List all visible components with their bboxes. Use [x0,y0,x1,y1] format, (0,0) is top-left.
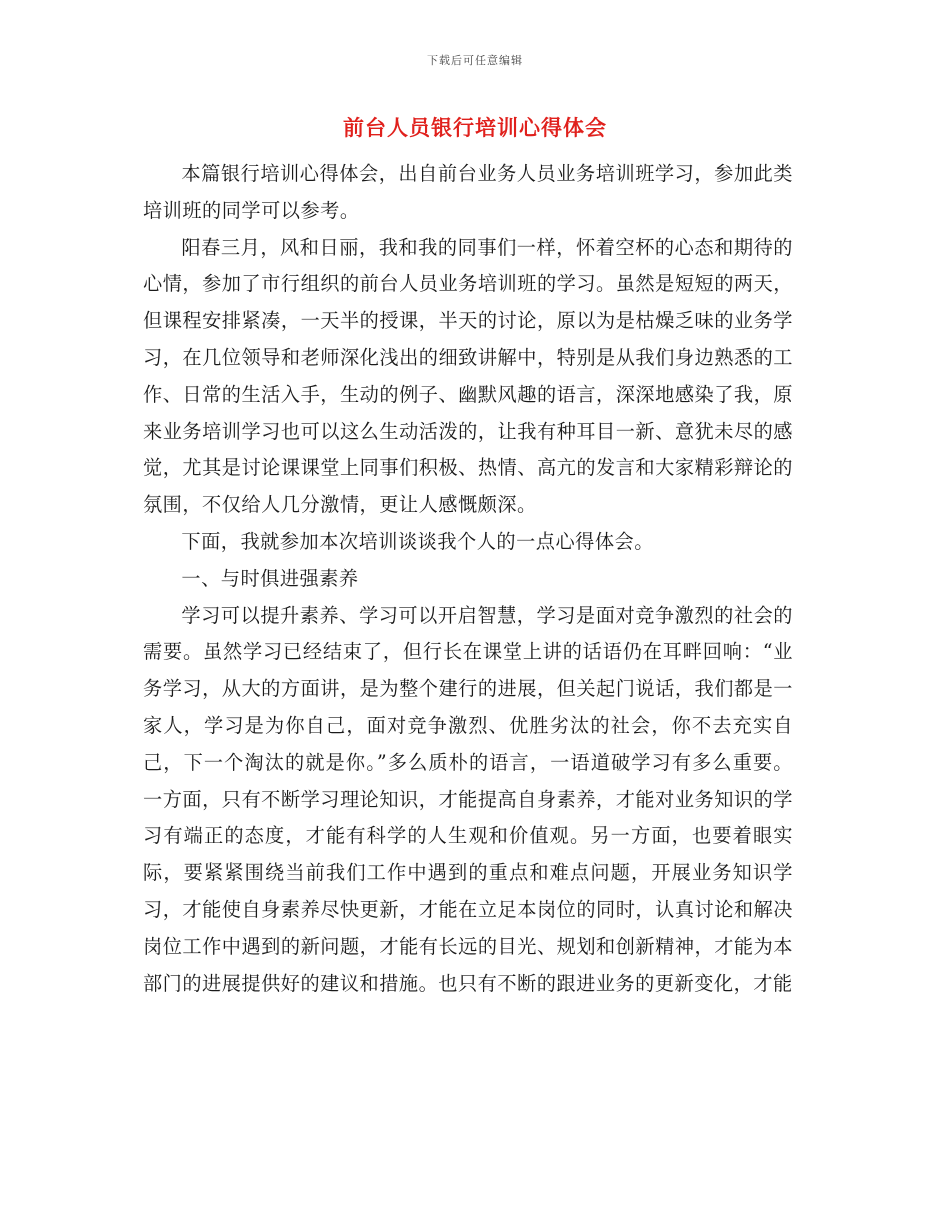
page-header: 下载后可任意编辑 [427,54,523,67]
document-title: 前台人员银行培训心得体会 [343,115,607,140]
paragraph-transition: 下面，我就参加本次培训谈谈我个人的一点心得体会。 [181,529,654,553]
paragraph-learning: 学习可以提升素养、学习可以开启智慧，学习是面对竞争激烈的社会的需要。虽然学习已经结束了，但行长在课堂上讲的话语仍在耳畔回响：“业务学习，从大的方面讲，是为整个建行的进展，但关起门说话，我们都是一家人，学习是为你自己，面对竞争激烈、优胜劣汰的社会，你不去充实自己，下一个淘汰的就是你。”多么质朴的语言，一语道破学习有多么重要。一方面，只有不断学习理论知识，才能提高自身素养，才能对业务知识的学习有端正的态度，才能有科学的人生观和价值观。另一方面，也要着眼实际，要紧紧围绕当前我们工作中遇到的重点和难点问题，开展业务知识学习，才能使自身素养尽快更新，才能在立足本岗位的同时，认真讨论和解决岗位工作中遇到的新问题，才能有长远的目光、规划和创新精神，才能为本部门的进展提供好的建议和措施。也只有不断的跟进业务的更新变化，才能 [143,603,793,995]
paragraph-intro: 本篇银行培训心得体会，出自前台业务人员业务培训班学习，参加此类培训班的同学可以参考。 [143,162,793,222]
paragraph-spring: 阳春三月，风和日丽，我和我的同事们一样，怀着空杯的心态和期待的心情，参加了市行组织的前台人员业务培训班的学习。虽然是短短的两天，但课程安排紧凑，一天半的授课，半天的讨论，原以为是枯燥乏味的业务学习，在几位领导和老师深化浅出的细致讲解中，特别是从我们身边熟悉的工作、日常的生活入手，生动的例子、幽默风趣的语言，深深地感染了我，原来业务培训学习也可以这么生动活泼的，让我有种耳目一新、意犹未尽的感觉，尤其是讨论课课堂上同事们积极、热情、高亢的发言和大家精彩辩论的氛围，不仅给人几分激情，更让人感慨颇深。 [143,235,793,517]
section-heading-1: 一、与时俱进强素养 [181,566,359,590]
document-body [143,156,793,1002]
